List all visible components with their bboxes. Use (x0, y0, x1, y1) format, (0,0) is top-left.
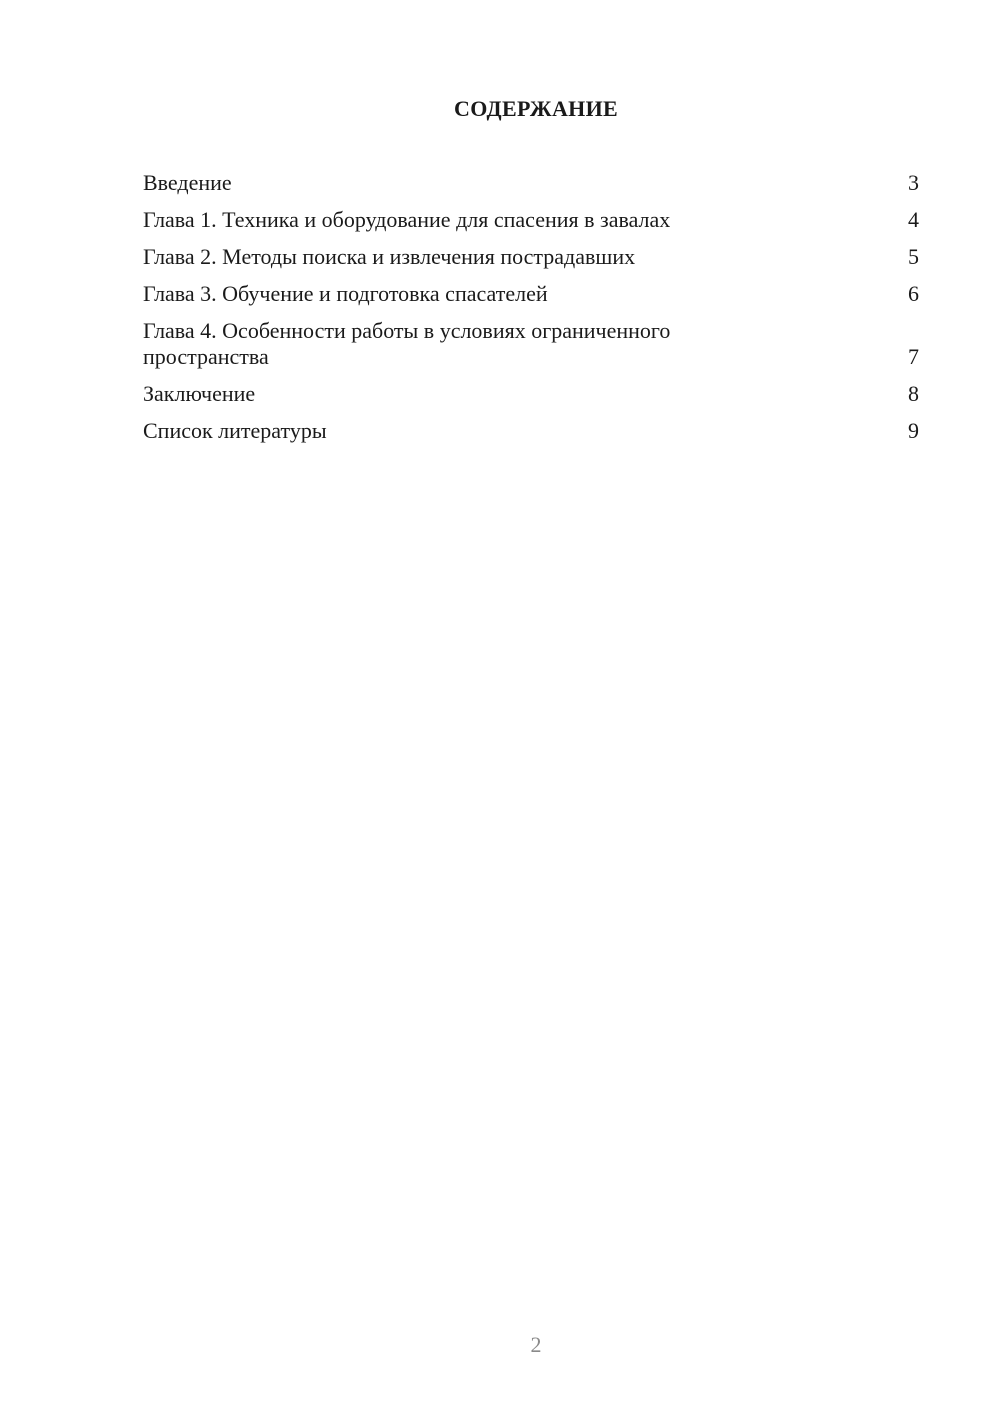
toc-entry-title: Введение (143, 170, 232, 195)
toc-entry-title: Глава 3. Обучение и подготовка спасателей (143, 281, 548, 306)
toc-entry-page: 7 (908, 344, 919, 369)
toc-entry-page: 5 (908, 244, 919, 269)
page-title: СОДЕРЖАНИЕ (454, 96, 618, 121)
toc-entry-conclusion (143, 381, 919, 407)
toc-entry-title: Глава 2. Методы поиска и извлечения пострадавших (143, 244, 636, 269)
page-number: 2 (530, 1332, 542, 1357)
toc-entry-page: 4 (908, 207, 919, 232)
toc-entry-title: Глава 4. Особенности работы в условиях ограниченного пространства (143, 318, 671, 369)
table-of-contents (143, 170, 919, 455)
toc-entry-page: 8 (908, 381, 919, 406)
toc-entry-introduction (143, 170, 919, 196)
toc-entry-page: 9 (908, 418, 919, 443)
toc-entry-page: 6 (908, 281, 919, 306)
toc-entry-chapter-1 (143, 207, 919, 233)
toc-entry-page: 3 (908, 170, 919, 195)
toc-entry-title: Глава 1. Техника и оборудование для спасения в завалах (143, 207, 671, 232)
toc-entry-chapter-3 (143, 281, 919, 307)
toc-entry-title: Заключение (143, 381, 256, 406)
toc-entry-chapter-4 (143, 318, 919, 370)
toc-entry-title: Список литературы (143, 418, 327, 443)
toc-entry-references (143, 418, 919, 444)
toc-entry-chapter-2 (143, 244, 919, 270)
